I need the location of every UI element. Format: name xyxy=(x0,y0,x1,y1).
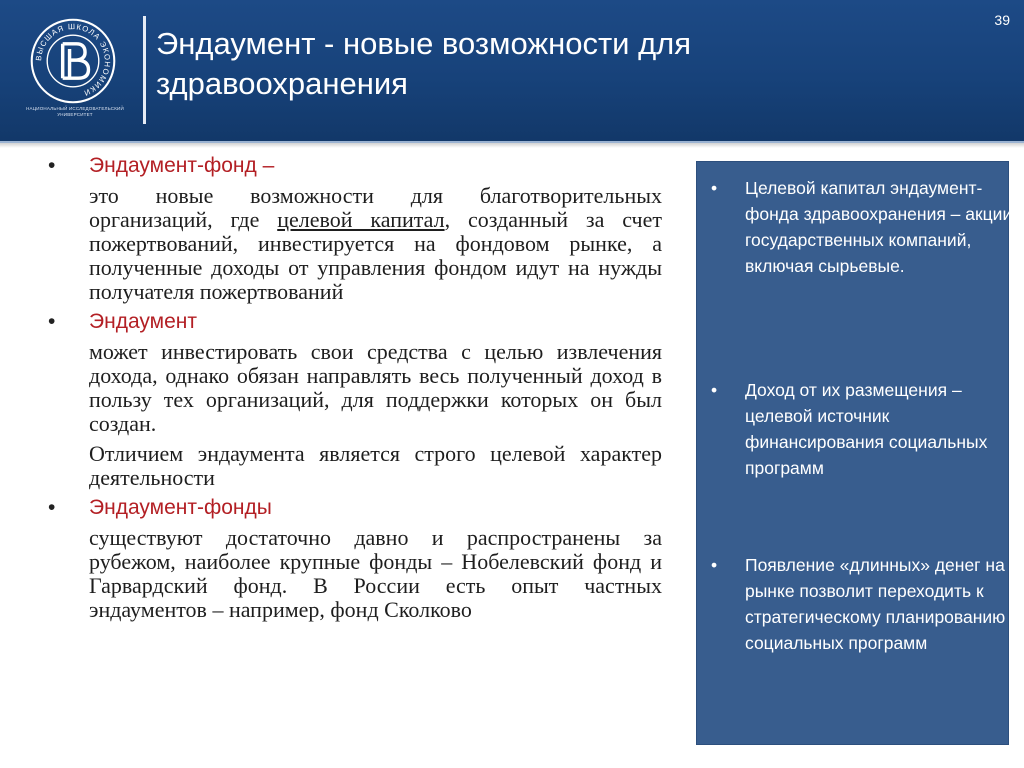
highlights-box xyxy=(696,161,1013,745)
highlight-item xyxy=(711,377,1024,481)
highlight-text: Появление «длинных» денег на рынке позволит переходить к стратегическому планированию социальных программ xyxy=(745,555,1006,653)
bullet-icon: • xyxy=(48,496,56,519)
logo-caption: НАЦИОНАЛЬНЫЙ ИССЛЕДОВАТЕЛЬСКИЙ УНИВЕРСИТЕТ xyxy=(26,106,124,117)
distinction-paragraph: Отличием эндаумента является строго целевой характер деятельности xyxy=(89,441,662,490)
slide-header xyxy=(0,0,1024,141)
paragraph-text: это новые возможности для благотворительных организаций, где xyxy=(89,183,662,232)
term-endowment-funds xyxy=(48,496,662,520)
bullet-icon: • xyxy=(711,380,718,400)
logo-ring-text: ВЫСШАЯ ШКОЛА ЭКОНОМИКИ xyxy=(34,22,112,98)
highlight-text: Доход от их размещения – целевой источник финансирования социальных программ xyxy=(745,380,988,478)
highlight-item xyxy=(711,175,1024,279)
header-divider xyxy=(143,16,146,124)
slide-title: Эндаумент - новые возможности для здравоохранения xyxy=(156,26,692,101)
header-shadow xyxy=(0,143,1024,148)
hse-logo-icon xyxy=(30,18,116,104)
definition-paragraph xyxy=(89,184,662,304)
main-content xyxy=(48,152,662,628)
bullet-icon: • xyxy=(48,154,56,177)
bullet-icon: • xyxy=(711,555,718,575)
bullet-icon: • xyxy=(711,178,718,198)
term-label: Эндаумент xyxy=(89,310,197,333)
funds-paragraph: существуют достаточно давно и распространены за рубежом, наиболее крупные фонды – Нобелевский фонд и Гарвардский фонд. В России есть опыт частных эндаументов – например, фонд Сколково xyxy=(89,525,662,622)
page-number: 39 xyxy=(994,12,1010,28)
underlined-term: целевой капитал xyxy=(277,207,445,232)
term-label: Эндаумент-фонды xyxy=(89,496,272,519)
term-endowment xyxy=(48,310,662,334)
highlight-text: Целевой капитал эндаумент-фонда здравоохранения – акции государственных компаний, включая сырьевые. xyxy=(745,178,1013,276)
term-endowment-fund xyxy=(48,154,662,178)
highlight-item xyxy=(711,552,1024,656)
term-label: Эндаумент-фонд – xyxy=(89,154,275,177)
endowment-paragraph: может инвестировать свои средства с целью извлечения дохода, однако обязан направлять весь полученный доход в пользу тех организаций, для поддержки которых он был создан. xyxy=(89,339,662,436)
bullet-icon: • xyxy=(48,310,56,333)
paragraph-text: , созданный за счет пожертвований, инвестируется на фондовом рынке, а полученные доходы от управления фондом идут на нужды получателя пожертвований xyxy=(89,207,662,304)
